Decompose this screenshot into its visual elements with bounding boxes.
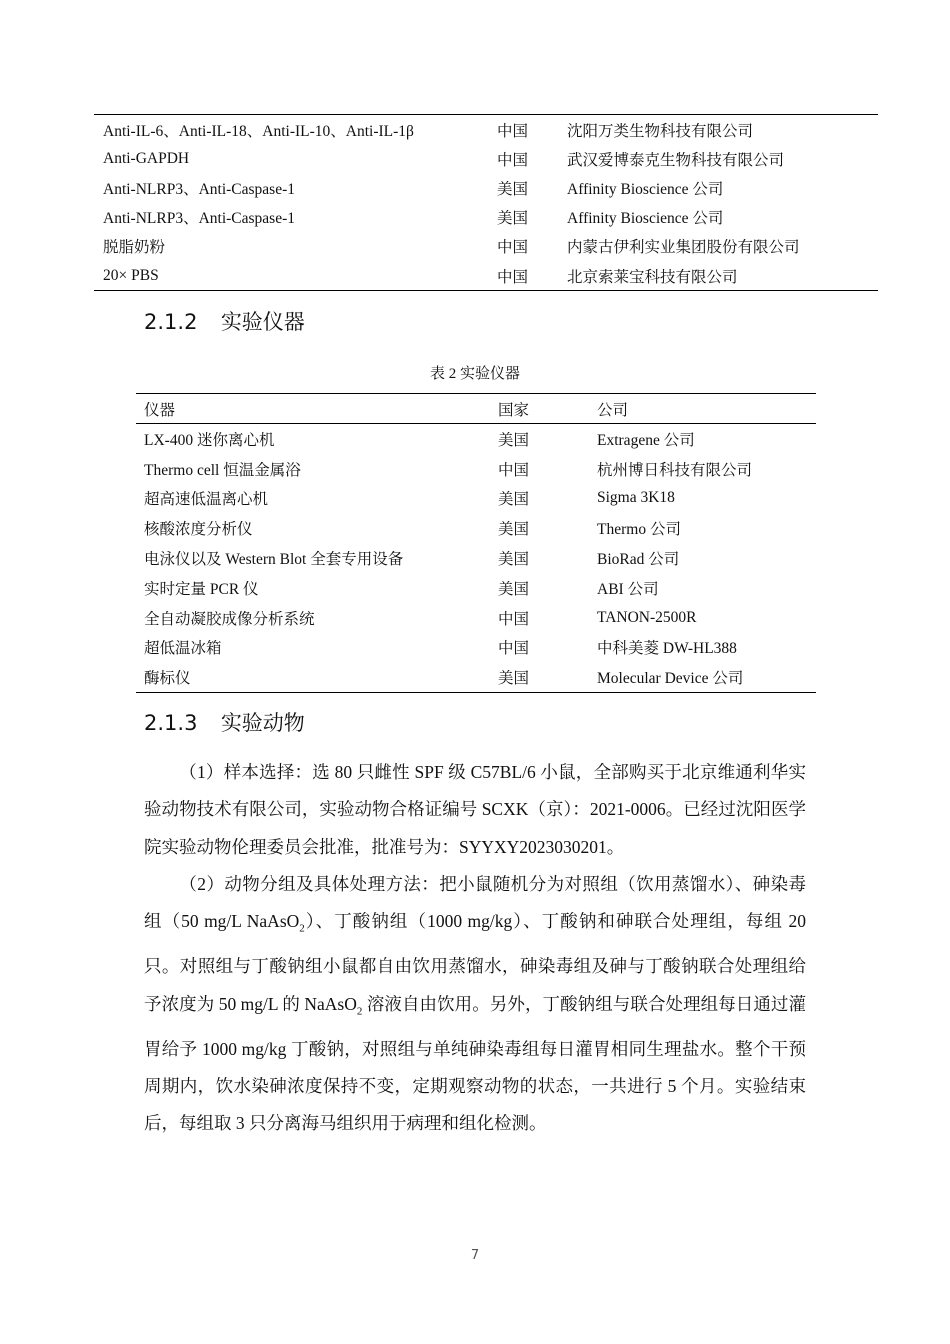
instrument-cell: Thermo cell 恒温金属浴 xyxy=(144,461,301,479)
country-cell: 美国 xyxy=(498,670,530,688)
header-company: 公司 xyxy=(597,394,816,424)
company-cell: Extragene 公司 xyxy=(597,431,695,449)
table-row xyxy=(136,513,816,543)
table-row xyxy=(136,603,816,633)
reagent-name-cell: Anti-NLRP3、Anti-Caspase-1 xyxy=(103,180,296,198)
country-cell: 美国 xyxy=(498,491,530,509)
table-caption: 表 2 实验仪器 xyxy=(429,366,520,382)
company-cell: 杭州博日科技有限公司 xyxy=(597,461,753,479)
table-row xyxy=(94,115,878,145)
company-cell: Affinity Bioscience 公司 xyxy=(567,180,724,198)
reagent-name-cell: Anti-GAPDH xyxy=(103,149,190,167)
paragraph-text-part3: 溶液自由饮用。另外，丁酸钠组与联合处理组每日通过灌胃给予 1000 mg/kg 丁酸钠，对照组与单纯砷染毒组每日灌胃相同生理盐水。整个干预周期内，饮水染砷浓度保持不变，定期观察动物的状态，一共进行 5 个月。实验结束后，每组取 3 只分离海马组织用于病理和组化检测。 xyxy=(144,993,806,1134)
table-row xyxy=(136,454,816,484)
table-row xyxy=(94,203,878,232)
paragraph-text-part2: ）、丁酸钠组（1000 mg/kg）、丁酸钠和砷联合处理组，每组 20 只。对照组与丁酸钠组小鼠都自由饮用蒸馏水，砷染毒组及砷与丁酸钠联合处理组给予浓度为 50 mg/L 的 NaAsO xyxy=(144,911,806,1014)
country-cell: 中国 xyxy=(497,151,529,169)
subscript: 2 xyxy=(356,1005,363,1018)
reagent-name-cell: 脱脂奶粉 xyxy=(103,239,166,257)
instruments-table xyxy=(136,393,816,693)
instrument-cell: 核酸浓度分析仪 xyxy=(144,521,253,539)
company-cell: Thermo 公司 xyxy=(597,521,681,539)
reagent-name-cell: Anti-NLRP3、Anti-Caspase-1 xyxy=(103,210,296,228)
subscript: 2 xyxy=(299,922,305,935)
country-cell: 美国 xyxy=(498,580,530,598)
country-cell: 中国 xyxy=(497,122,529,140)
section-title: 实验仪器 xyxy=(220,310,305,334)
section-number: 2.1.2 xyxy=(144,310,198,334)
company-cell: 沈阳万类生物科技有限公司 xyxy=(567,122,754,140)
table-row xyxy=(136,424,816,454)
section-title: 实验动物 xyxy=(220,711,305,735)
page-number: 7 xyxy=(470,1248,480,1263)
section-heading-2-1-2 xyxy=(144,306,305,336)
company-cell: Affinity Bioscience 公司 xyxy=(567,210,724,228)
country-cell: 美国 xyxy=(498,551,530,569)
company-cell: 武汉爱博泰克生物科技有限公司 xyxy=(567,151,785,169)
section-number: 2.1.3 xyxy=(144,711,198,735)
instrument-cell: 电泳仪以及 Western Blot 全套专用设备 xyxy=(144,551,404,569)
company-cell: Molecular Device 公司 xyxy=(597,670,744,688)
country-cell: 中国 xyxy=(497,268,529,286)
country-cell: 美国 xyxy=(497,180,529,198)
table-row xyxy=(94,173,878,202)
section-heading-2-1-3 xyxy=(144,707,305,737)
table-header-row xyxy=(136,394,816,424)
country-cell: 中国 xyxy=(498,610,530,628)
table-row xyxy=(136,484,816,514)
country-cell: 中国 xyxy=(497,239,529,257)
instrument-cell: 超高速低温离心机 xyxy=(144,491,269,509)
country-cell: 美国 xyxy=(498,431,530,449)
country-cell: 中国 xyxy=(498,461,530,479)
reagent-name-cell: Anti-IL-6、Anti-IL-18、Anti-IL-10、Anti-IL-1β xyxy=(103,122,414,140)
company-cell: BioRad 公司 xyxy=(597,551,680,569)
table-row xyxy=(94,261,878,291)
table-row xyxy=(94,232,878,261)
reagent-name-cell: 20× PBS xyxy=(103,266,159,284)
table-row xyxy=(136,573,816,603)
company-cell: TANON-2500R xyxy=(597,608,697,626)
instrument-cell: LX-400 迷你离心机 xyxy=(144,431,275,449)
table-row xyxy=(136,662,816,692)
table-row xyxy=(136,543,816,573)
table-row xyxy=(94,144,878,173)
reagents-table-continued xyxy=(94,114,878,291)
country-cell: 中国 xyxy=(498,640,530,658)
paragraph-text-part1: （2）动物分组及具体处理方法：把小鼠随机分为对照组（饮用蒸馏水）、砷染毒组（50 mg/L NaAsO xyxy=(144,874,806,932)
country-cell: 美国 xyxy=(498,521,530,539)
header-country: 国家 xyxy=(498,394,597,424)
company-cell: ABI 公司 xyxy=(597,580,659,598)
company-cell: 北京索莱宝科技有限公司 xyxy=(567,268,738,286)
company-cell: Sigma 3K18 xyxy=(597,489,675,507)
paragraph-sample-selection xyxy=(144,754,806,866)
header-instrument: 仪器 xyxy=(136,394,498,424)
instrument-cell: 酶标仪 xyxy=(144,670,191,688)
company-cell: 内蒙古伊利实业集团股份有限公司 xyxy=(567,239,800,257)
paragraph-grouping xyxy=(144,866,806,1143)
instrument-cell: 超低温冰箱 xyxy=(144,640,222,658)
instrument-cell: 实时定量 PCR 仪 xyxy=(144,580,259,598)
country-cell: 美国 xyxy=(497,210,529,228)
instrument-cell: 全自动凝胶成像分析系统 xyxy=(144,610,315,628)
paragraph-text: （1）样本选择：选 80 只雌性 SPF 级 C57BL/6 小鼠，全部购买于北京维通利华实验动物技术有限公司，实验动物合格证编号 SCXK（京）：2021-0006。已经过沈阳医学院实验动物伦理委员会批准，批准号为：SYYXY2023030201。 xyxy=(144,762,806,857)
table-row xyxy=(136,633,816,663)
company-cell: 中科美菱 DW-HL388 xyxy=(597,640,737,658)
